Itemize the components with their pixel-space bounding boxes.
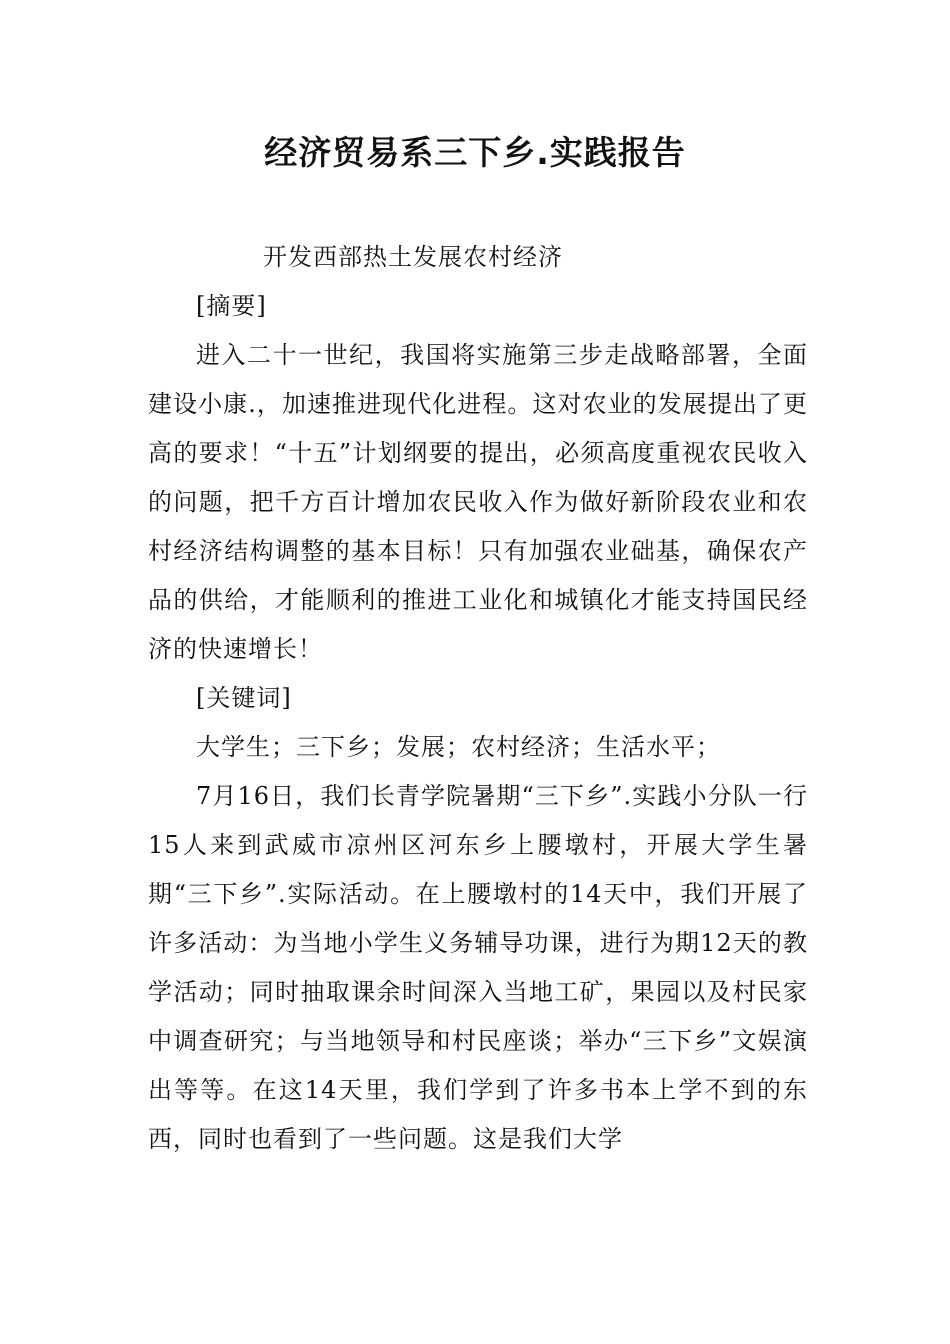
document-subtitle: 开发西部热土发展农村经济: [263, 243, 563, 271]
document-title: 经济贸易系三下乡.实践报告: [264, 133, 686, 172]
keywords-heading: [关键词]: [196, 684, 292, 712]
abstract-heading: [摘要]: [196, 292, 267, 320]
abstract-paragraph: 进入二十一世纪，我国将实施第三步走战略部署，全面建设小康.，加速推进现代化进程。这对农业的发展提出了更高的要求！“十五”计划纲要的提出，必须高度重视农民收入的问题，把千方百计增加农民收入作为做好新阶段农业和农村经济结构调整的基本目标！只有加强农业础基，确保农产品的供给，才能顺利的推进工业化和城镇化才能支持国民经济的快速增长！: [148, 341, 808, 663]
body-paragraph: 7月16日，我们长青学院暑期“三下乡”.实践小分队一行15人来到武威市凉州区河东乡上腰墩村，开展大学生暑期“三下乡”.实际活动。在上腰墩村的14天中，我们开展了许多活动：为当地小学生义务辅导功课，进行为期12天的教学活动；同时抽取课余时间深入当地工矿，果园以及村民家中调查研究；与当地领导和村民座谈；举办“三下乡”文娱演出等等。在这14天里，我们学到了许多书本上学不到的东西，同时也看到了一些问题。这是我们大学: [148, 782, 808, 1153]
keywords-paragraph: 大学生；三下乡；发展；农村经济；生活水平；: [196, 733, 721, 761]
document-body: [148, 233, 808, 1164]
